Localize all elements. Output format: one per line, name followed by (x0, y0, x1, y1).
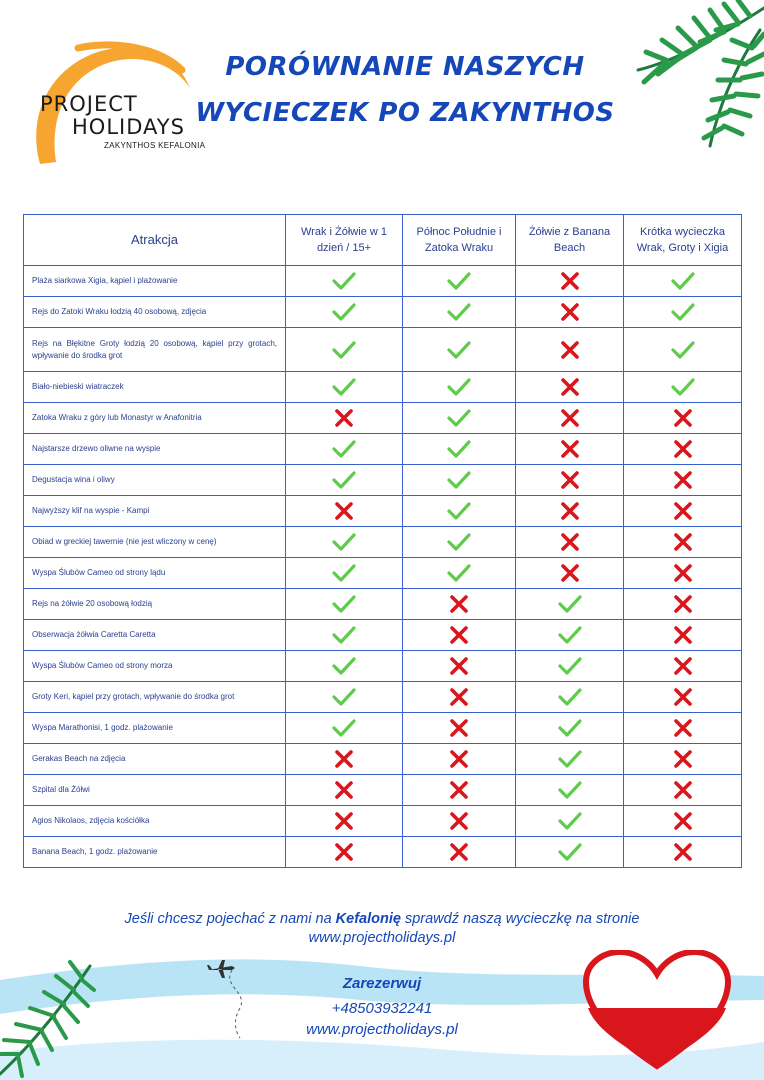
table-row (24, 465, 742, 496)
cross-icon (624, 496, 742, 527)
check-icon (624, 266, 742, 297)
cross-icon (624, 775, 742, 806)
cross-icon (286, 837, 403, 868)
cross-icon (516, 496, 624, 527)
check-icon (403, 434, 516, 465)
attraction-label: Najstarsze drzewo oliwne na wyspie (24, 434, 286, 465)
check-icon (403, 297, 516, 328)
cross-icon (286, 496, 403, 527)
check-icon (286, 527, 403, 558)
check-icon (403, 372, 516, 403)
check-icon (516, 837, 624, 868)
footer-website-link[interactable]: www.projectholidays.pl (308, 930, 456, 946)
header-tour-short: Krótka wycieczka Wrak, Groty i Xigia (624, 215, 742, 266)
attraction-label: Groty Keri, kąpiel przy grotach, wpływanie do środka grot (24, 682, 286, 713)
cross-icon (624, 403, 742, 434)
cross-icon (403, 806, 516, 837)
table-row (24, 527, 742, 558)
logo-text-project: PROJECT (40, 92, 138, 116)
cross-icon (516, 465, 624, 496)
table-row (24, 651, 742, 682)
check-icon (286, 297, 403, 328)
attraction-label: Rejs na żółwie 20 osobową łodzią (24, 589, 286, 620)
booking-website-link[interactable]: www.projectholidays.pl (306, 1021, 458, 1038)
attraction-label: Najwyższy klif na wyspie - Kampi (24, 496, 286, 527)
cross-icon (516, 266, 624, 297)
check-icon (286, 465, 403, 496)
check-icon (403, 496, 516, 527)
cross-icon (286, 744, 403, 775)
cross-icon (516, 297, 624, 328)
footer-kefalonia-text (0, 911, 764, 927)
cross-icon (516, 527, 624, 558)
attraction-label: Rejs na Błękitne Groty łodzią 20 osobową, kąpiel przy grotach, wpływanie do środka grot (24, 328, 286, 372)
table-row (24, 713, 742, 744)
table-row (24, 558, 742, 589)
check-icon (624, 297, 742, 328)
palm-leaf-top-right-icon (620, 0, 764, 150)
cross-icon (516, 328, 624, 372)
cross-icon (286, 775, 403, 806)
table-row (24, 328, 742, 372)
footer-text-pre: Jeśli chcesz pojechać z nami na (124, 911, 336, 927)
table-row (24, 403, 742, 434)
table-row (24, 372, 742, 403)
attraction-label: Zatoka Wraku z góry lub Monastyr w Anafonitria (24, 403, 286, 434)
header-tour-north-south: Północ Południe i Zatoka Wraku (403, 215, 516, 266)
footer-text-post: sprawdź naszą wycieczkę na stronie (400, 911, 640, 927)
cross-icon (624, 744, 742, 775)
check-icon (286, 328, 403, 372)
check-icon (403, 403, 516, 434)
check-icon (516, 744, 624, 775)
attraction-label: Biało-niebieski wiatraczek (24, 372, 286, 403)
check-icon (403, 558, 516, 589)
check-icon (286, 682, 403, 713)
check-icon (403, 527, 516, 558)
check-icon (403, 328, 516, 372)
attraction-label: Rejs do Zatoki Wraku łodzią 40 osobową, zdjęcia (24, 297, 286, 328)
cross-icon (624, 527, 742, 558)
cross-icon (624, 558, 742, 589)
cross-icon (624, 434, 742, 465)
attraction-label: Wyspa Marathonisi, 1 godz. plażowanie (24, 713, 286, 744)
table-row (24, 434, 742, 465)
check-icon (403, 266, 516, 297)
table-body (24, 266, 742, 868)
check-icon (286, 620, 403, 651)
footer-text-kefalonia: Kefalonię (335, 911, 401, 927)
header-tour-wreck-turtles: Wrak i Żółwie w 1 dzień / 15+ (286, 215, 403, 266)
attraction-label: Wyspa Ślubów Cameo od strony lądu (24, 558, 286, 589)
cross-icon (624, 713, 742, 744)
check-icon (516, 775, 624, 806)
table-row (24, 837, 742, 868)
check-icon (286, 434, 403, 465)
table-row (24, 682, 742, 713)
table-row (24, 775, 742, 806)
check-icon (286, 372, 403, 403)
attraction-label: Obserwacja żółwia Caretta Caretta (24, 620, 286, 651)
check-icon (516, 651, 624, 682)
table-row (24, 806, 742, 837)
cross-icon (403, 682, 516, 713)
header-tour-turtles-banana: Żółwie z Banana Beach (516, 215, 624, 266)
header-attraction: Atrakcja (24, 215, 286, 266)
cross-icon (403, 713, 516, 744)
table-header-row (24, 215, 742, 266)
cross-icon (624, 682, 742, 713)
cross-icon (624, 651, 742, 682)
table-row (24, 589, 742, 620)
check-icon (286, 558, 403, 589)
check-icon (516, 620, 624, 651)
booking-label: Zarezerwuj (342, 975, 422, 992)
cross-icon (516, 434, 624, 465)
cross-icon (286, 403, 403, 434)
page-title-line2: WYCIECZEK PO ZAKYNTHOS (195, 98, 615, 128)
attraction-label: Obiad w greckiej tawernie (nie jest wliczony w cenę) (24, 527, 286, 558)
logo-text-holidays: HOLIDAYS (72, 115, 185, 139)
booking-phone-link[interactable]: +48503932241 (331, 1000, 433, 1017)
check-icon (286, 589, 403, 620)
cross-icon (624, 806, 742, 837)
table-row (24, 620, 742, 651)
attraction-label: Szpital dla Żółwi (24, 775, 286, 806)
page-title-line1: PORÓWNANIE NASZYCH (225, 52, 585, 82)
cross-icon (624, 589, 742, 620)
check-icon (624, 372, 742, 403)
cross-icon (403, 837, 516, 868)
cross-icon (403, 589, 516, 620)
check-icon (286, 651, 403, 682)
attraction-label: Agios Nikolaos, zdjęcia kościółka (24, 806, 286, 837)
cross-icon (624, 837, 742, 868)
table-row (24, 297, 742, 328)
cross-icon (403, 651, 516, 682)
comparison-table (23, 214, 742, 868)
check-icon (286, 713, 403, 744)
cross-icon (516, 558, 624, 589)
cross-icon (286, 806, 403, 837)
cross-icon (403, 744, 516, 775)
check-icon (516, 682, 624, 713)
attraction-label: Banana Beach, 1 godz. plażowanie (24, 837, 286, 868)
logo-tagline: ZAKYNTHOS KEFALONIA (104, 141, 206, 150)
table-row (24, 496, 742, 527)
cross-icon (516, 403, 624, 434)
check-icon (403, 465, 516, 496)
cross-icon (624, 465, 742, 496)
check-icon (516, 806, 624, 837)
attraction-label: Degustacja wina i oliwy (24, 465, 286, 496)
attraction-label: Wyspa Ślubów Cameo od strony morza (24, 651, 286, 682)
check-icon (516, 589, 624, 620)
attraction-label: Plaża siarkowa Xigia, kąpiel i plażowanie (24, 266, 286, 297)
table-row (24, 266, 742, 297)
attraction-label: Gerakas Beach na zdjęcia (24, 744, 286, 775)
cross-icon (403, 620, 516, 651)
check-icon (624, 328, 742, 372)
check-icon (516, 713, 624, 744)
check-icon (286, 266, 403, 297)
cross-icon (624, 620, 742, 651)
cross-icon (403, 775, 516, 806)
table-row (24, 744, 742, 775)
cross-icon (516, 372, 624, 403)
